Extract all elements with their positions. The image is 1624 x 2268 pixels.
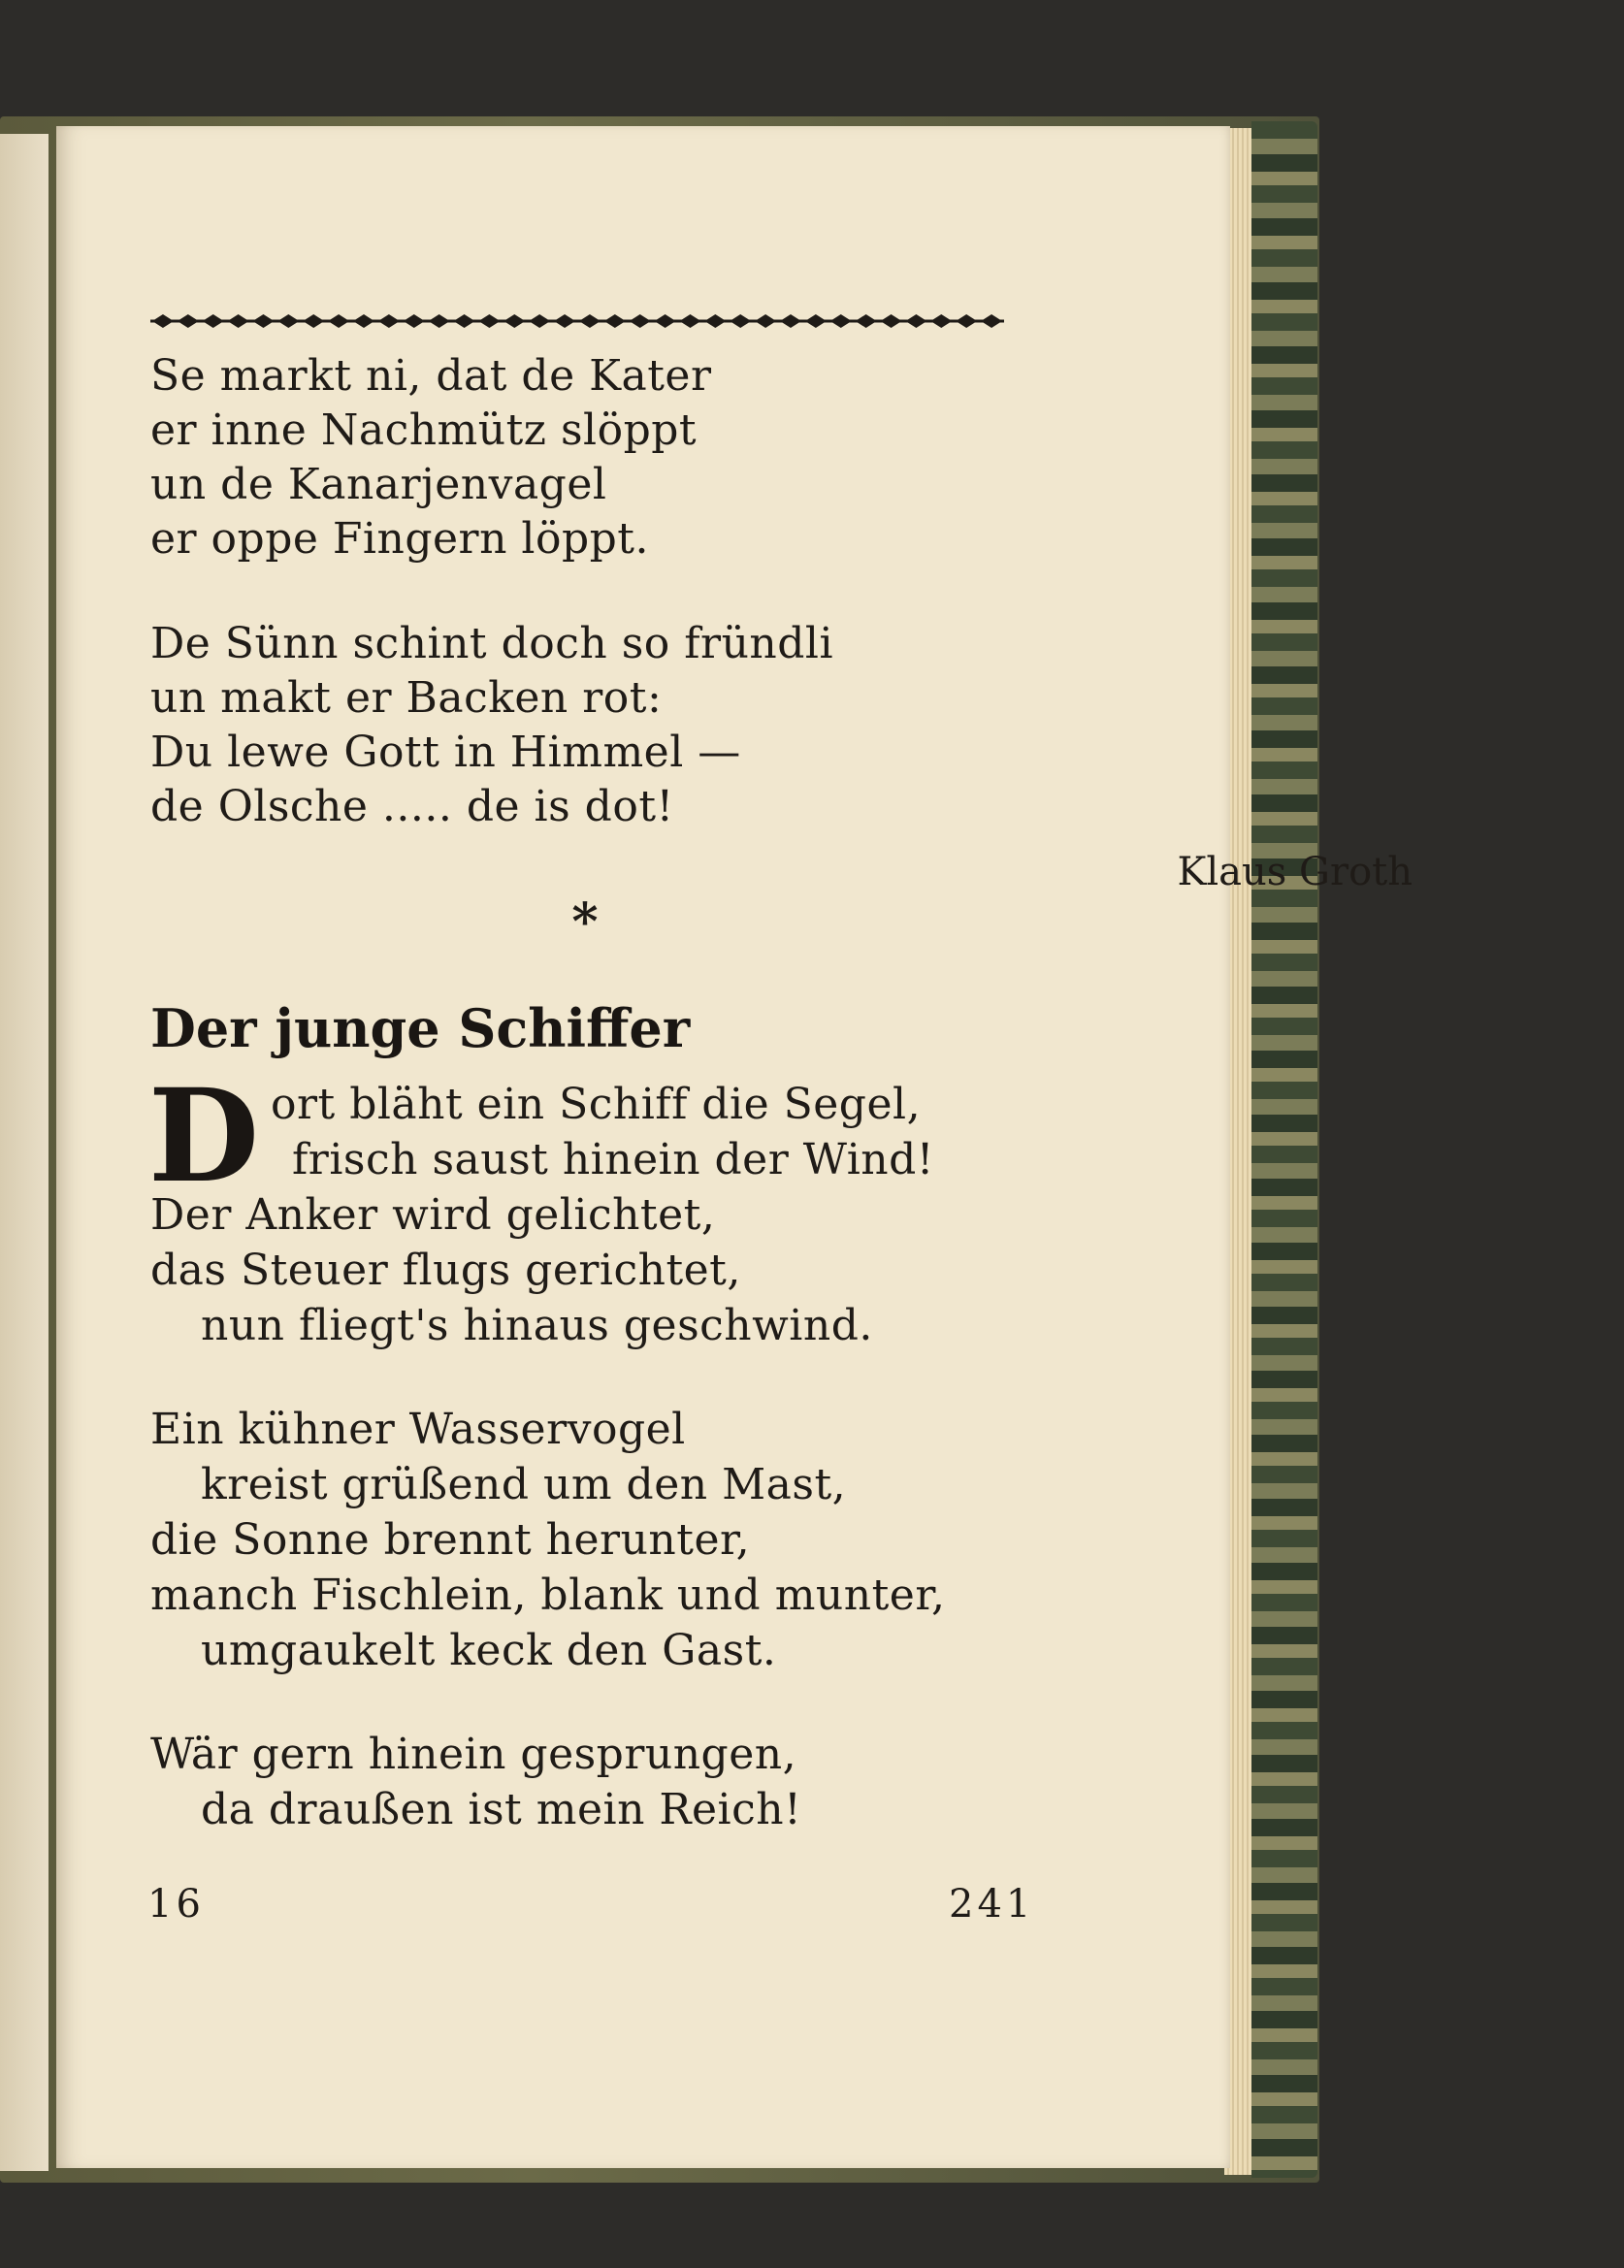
ornament-diamond bbox=[228, 314, 249, 328]
verse-line: de Olsche ..... de is dot! bbox=[150, 782, 674, 831]
ornament-diamond bbox=[454, 314, 475, 328]
ornament-diamond bbox=[780, 314, 801, 328]
verse-line: das Steuer flugs gerichtet, bbox=[150, 1246, 741, 1295]
ornament-diamond bbox=[277, 314, 299, 328]
stanza bbox=[150, 1727, 1023, 1837]
ornament-diamond bbox=[805, 314, 827, 328]
ornament-diamond bbox=[856, 314, 877, 328]
stanza bbox=[150, 617, 1023, 834]
ornament-diamond bbox=[655, 314, 676, 328]
verse-line: un de Kanarjenvagel bbox=[150, 460, 607, 509]
poem-body bbox=[150, 1077, 1023, 1837]
ornament-diamond bbox=[378, 314, 400, 328]
verse-line: kreist grüßend um den Mast, bbox=[201, 1460, 847, 1509]
ornament-diamond bbox=[152, 314, 174, 328]
verse-line: Wär gern hinein gesprungen, bbox=[150, 1730, 797, 1779]
ornament-diamond bbox=[404, 314, 425, 328]
ornament-diamond bbox=[956, 314, 977, 328]
cover-marbled-edge bbox=[1251, 121, 1317, 2178]
ornament-diamond bbox=[503, 314, 525, 328]
stanza-gap bbox=[150, 1678, 1023, 1727]
ornament-diamond bbox=[478, 314, 500, 328]
poem-title: Der junge Schiffer bbox=[150, 997, 691, 1059]
ornament-diamond bbox=[830, 314, 852, 328]
verse-line: ort bläht ein Schiff die Segel, bbox=[271, 1080, 922, 1129]
ornament-diamond bbox=[328, 314, 349, 328]
ornament-diamond bbox=[554, 314, 575, 328]
verse-line: De Sünn schint doch so fründli bbox=[150, 619, 834, 668]
drop-cap-letter: D bbox=[147, 1061, 260, 1212]
verse-line: Der Anker wird gelichtet, bbox=[150, 1190, 716, 1240]
ornamental-rule bbox=[150, 312, 1004, 330]
ornament-diamond bbox=[529, 314, 550, 328]
ornament-diamond bbox=[630, 314, 651, 328]
left-page-edge bbox=[0, 134, 49, 2171]
ornament-diamond bbox=[730, 314, 751, 328]
ornament-diamond bbox=[679, 314, 700, 328]
verse-line: umgaukelt keck den Gast. bbox=[201, 1626, 777, 1675]
stanza-gap bbox=[150, 1353, 1023, 1402]
verse-line: er inne Nachmütz slöppt bbox=[150, 405, 698, 455]
ornament-diamond bbox=[252, 314, 274, 328]
verse-line: nun fliegt's hinaus geschwind. bbox=[201, 1301, 873, 1350]
verse-line: frisch saust hinein der Wind! bbox=[292, 1135, 934, 1184]
ornament-diamond bbox=[981, 314, 1002, 328]
ornament-diamond bbox=[303, 314, 324, 328]
verse-line: Se markt ni, dat de Kater bbox=[150, 351, 712, 401]
ornament-diamond bbox=[755, 314, 776, 328]
ornament-diamond bbox=[930, 314, 952, 328]
ornament-diamond bbox=[429, 314, 450, 328]
ornament-diamond bbox=[704, 314, 726, 328]
stanza bbox=[150, 349, 1023, 567]
verse-line: die Sonne brennt herunter, bbox=[150, 1515, 751, 1565]
verse-line: Ein kühner Wasservogel bbox=[150, 1405, 686, 1454]
author-name: Klaus Groth bbox=[1177, 850, 1413, 894]
ornament-diamond bbox=[579, 314, 601, 328]
ornament-diamond bbox=[905, 314, 926, 328]
ornament-diamond bbox=[353, 314, 374, 328]
verse-line: Du lewe Gott in Himmel — bbox=[150, 728, 741, 777]
stanza bbox=[150, 1402, 1023, 1678]
ornament-diamond bbox=[604, 314, 626, 328]
stanza bbox=[150, 1077, 1023, 1353]
verse-line: un makt er Backen rot: bbox=[150, 673, 663, 723]
signature-number: 16 bbox=[147, 1882, 205, 1927]
section-separator: * bbox=[571, 892, 599, 952]
ornament-diamond bbox=[881, 314, 902, 328]
verse-line: da draußen ist mein Reich! bbox=[201, 1785, 802, 1834]
verse-line: manch Fischlein, blank und munter, bbox=[150, 1571, 946, 1620]
ornament-diamond bbox=[178, 314, 199, 328]
page-number: 241 bbox=[949, 1882, 1035, 1927]
ornament-diamond bbox=[203, 314, 224, 328]
ornament-diamond-row bbox=[150, 312, 1004, 330]
top-poem-ending bbox=[150, 349, 1023, 834]
verse-line: er oppe Fingern löppt. bbox=[150, 514, 649, 564]
